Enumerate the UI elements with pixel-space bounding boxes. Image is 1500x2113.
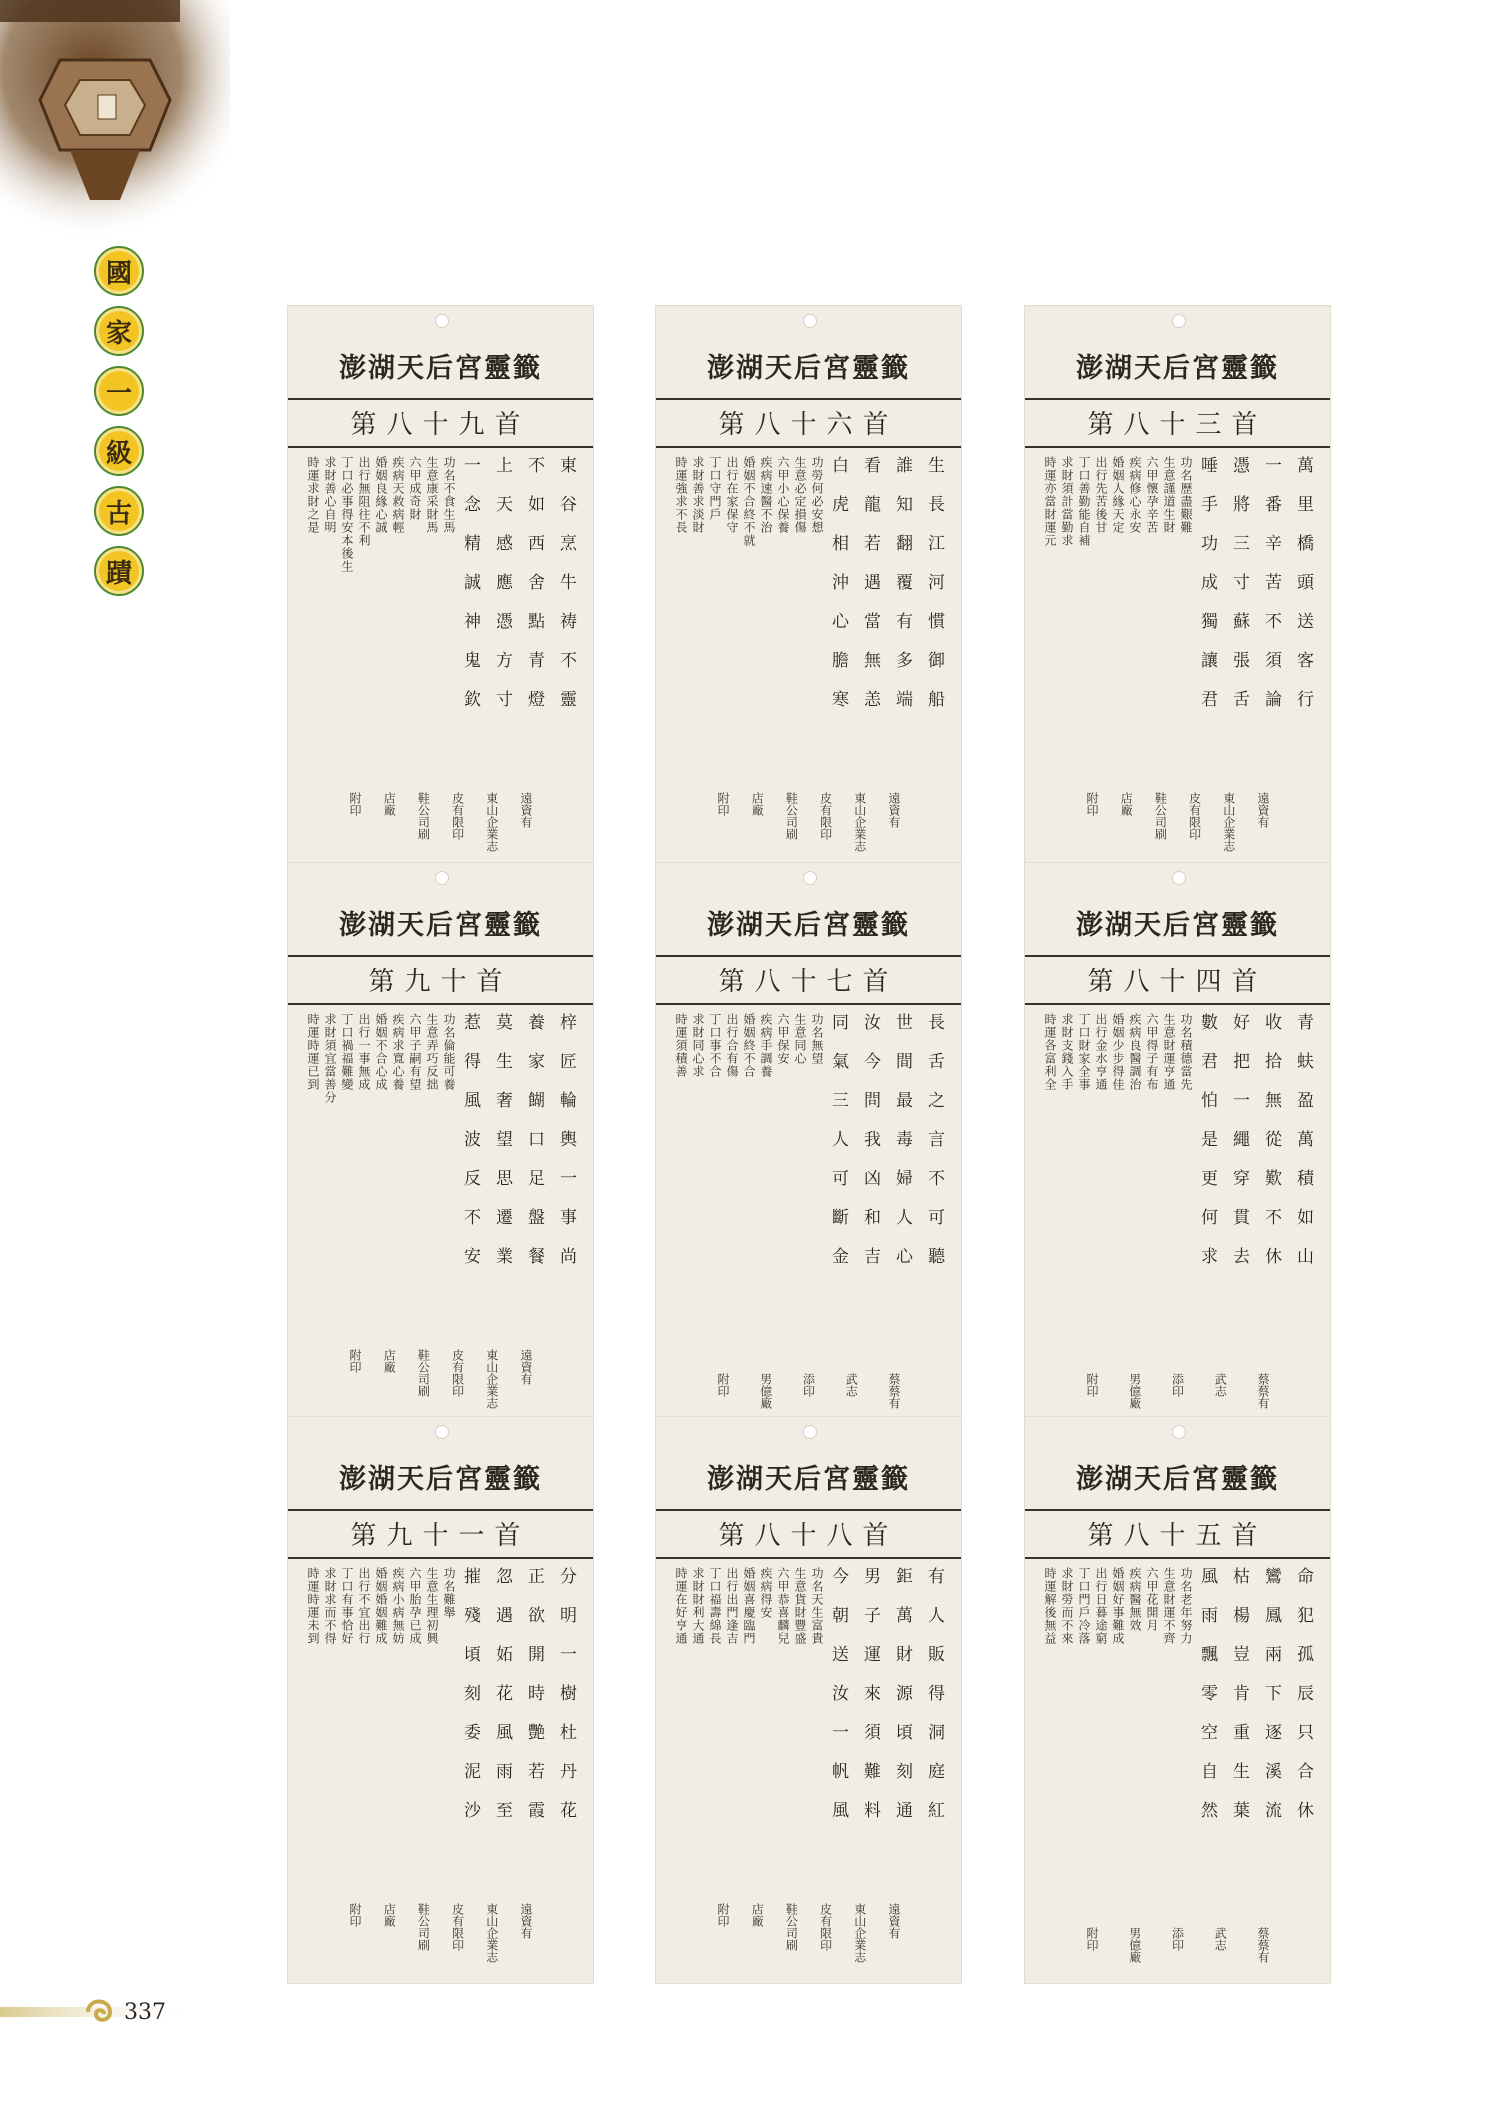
slip-poem (827, 1567, 945, 1912)
printer-line: 武志 (844, 1373, 859, 1397)
printer-line: 遠資有 (1255, 792, 1270, 828)
printer-credit (716, 1373, 901, 1409)
poem-line: 長舌之言不可聽 (924, 1013, 944, 1286)
printer-credit (1085, 1373, 1270, 1409)
note-line: 時運強求不長 (674, 456, 688, 534)
slip-poem (459, 1013, 577, 1358)
fortune-slip-card (287, 305, 594, 873)
slip-notes (1043, 1013, 1193, 1358)
slip-number: 第九十首 (368, 967, 513, 997)
slip-title: 澎湖天后宮靈籤 (707, 1464, 910, 1495)
poem-line: 鸞鳳兩下逐溪流 (1261, 1567, 1281, 1840)
note-line: 出行金水亨通 (1094, 1013, 1108, 1091)
note-line: 出行在家保守 (725, 456, 739, 534)
slip-title: 澎湖天后宮靈籤 (1076, 1464, 1279, 1495)
note-line: 生意康采財馬 (425, 456, 439, 534)
slip-notes (1043, 1567, 1193, 1912)
printer-line: 附印 (1085, 792, 1099, 816)
slip-poem (827, 456, 945, 801)
printer-line: 東山企業志 (852, 792, 867, 852)
poem-line: 枯楊豈肯重生葉 (1229, 1567, 1249, 1840)
note-line: 六甲恭喜麟兒 (776, 1567, 790, 1645)
note-line: 丁口福壽綿長 (708, 1567, 722, 1645)
printer-line: 東山企業志 (484, 1903, 499, 1963)
printer-line: 附印 (716, 1373, 730, 1397)
page-ornament (0, 1990, 200, 2034)
note-line: 六甲小心保養 (776, 456, 790, 534)
note-line: 疾病求寬心養 (391, 1013, 405, 1091)
divider (1025, 1003, 1330, 1005)
note-line: 求財支錢入手 (1060, 1013, 1074, 1091)
poem-line: 唾手功成獨讓君 (1197, 456, 1217, 729)
note-line: 丁口門戶冷落 (1077, 1567, 1091, 1645)
fortune-slip-card (655, 305, 962, 873)
note-line: 求財同心求 (691, 1013, 705, 1078)
note-line: 疾病修心永安 (1128, 456, 1142, 534)
fortune-slip-card (1024, 1416, 1331, 1984)
divider (656, 1509, 961, 1511)
printer-line: 附印 (348, 1349, 362, 1373)
slip-number: 第八十七首 (718, 967, 899, 997)
note-line: 六甲胎孕已成 (408, 1567, 422, 1645)
note-line: 求財財利大通 (691, 1567, 705, 1645)
printer-line: 店廠 (382, 792, 397, 816)
printer-line: 附印 (1085, 1927, 1099, 1951)
note-line: 功名難舉 (442, 1567, 456, 1619)
slip-body (1043, 456, 1314, 801)
printer-credit (1085, 1927, 1270, 1963)
poem-line: 今朝送汝一帆風 (828, 1567, 848, 1840)
slip-title: 澎湖天后宮靈籤 (707, 353, 910, 384)
hang-hole (1172, 1425, 1186, 1439)
note-line: 時運解後無益 (1043, 1567, 1057, 1645)
divider (656, 1557, 961, 1559)
printer-line: 店廠 (382, 1903, 397, 1927)
note-line: 疾病小病無妨 (391, 1567, 405, 1645)
poem-line: 憑將三寸蘇張舌 (1229, 456, 1249, 729)
printer-credit (348, 1349, 533, 1409)
poem-line: 誰知翻覆有多端 (892, 456, 912, 729)
divider (1025, 1557, 1330, 1559)
divider (288, 1557, 593, 1559)
printer-line: 鞋公司刷 (416, 792, 431, 840)
slip-poem (1196, 456, 1314, 801)
printer-line: 附印 (348, 1903, 362, 1927)
poem-line: 萬里橋頭送客行 (1293, 456, 1313, 729)
note-line: 求財善心自明 (323, 456, 337, 534)
printer-line: 店廠 (750, 792, 765, 816)
poem-line: 生長江河慣御船 (924, 456, 944, 729)
printer-line: 鞋公司刷 (416, 1903, 431, 1951)
divider (656, 446, 961, 448)
hang-hole (1172, 871, 1186, 885)
note-line: 功名老年努力 (1179, 1567, 1193, 1645)
title-char: 國 (94, 246, 144, 296)
poem-line: 有人販得洞庭紅 (924, 1567, 944, 1840)
printer-credit (348, 792, 533, 852)
printer-line: 皮有限印 (450, 792, 465, 840)
title-char: 古 (94, 486, 144, 536)
note-line: 出行一事無成 (357, 1013, 371, 1091)
printer-line: 鞋公司刷 (784, 1903, 799, 1951)
printer-line: 遠資有 (518, 1903, 533, 1939)
heritage-title-strip (94, 246, 144, 606)
printer-line: 鞋公司刷 (1153, 792, 1168, 840)
note-line: 求財須計當勤求 (1060, 456, 1074, 547)
printer-line: 附印 (716, 792, 730, 816)
poem-line: 世間最毒婦人心 (892, 1013, 912, 1286)
note-line: 生意生理初興 (425, 1567, 439, 1645)
title-char: 家 (94, 306, 144, 356)
slip-title: 澎湖天后宮靈籤 (339, 353, 542, 384)
slip-body (674, 1567, 945, 1912)
note-line: 出行不宜出行 (357, 1567, 371, 1645)
printer-line: 皮有限印 (818, 792, 833, 840)
note-line: 生意謹道生財 (1162, 456, 1176, 534)
slip-notes (306, 1567, 456, 1912)
fortune-slip-card (287, 862, 594, 1430)
note-line: 婚姻良緣心誠 (374, 456, 388, 534)
note-line: 丁口禍福難變 (340, 1013, 354, 1091)
note-line: 疾病速醫不治 (759, 456, 773, 534)
divider (1025, 446, 1330, 448)
poem-line: 分明一樹杜丹花 (556, 1567, 576, 1840)
slip-notes (674, 456, 824, 801)
note-line: 生意財運不齊 (1162, 1567, 1176, 1645)
slip-title: 澎湖天后宮靈籤 (339, 1464, 542, 1495)
note-line: 丁口必事得安本後生 (340, 456, 354, 573)
note-line: 疾病手調養 (759, 1013, 773, 1078)
printer-line: 皮有限印 (818, 1903, 833, 1951)
note-line: 出行出門逢吉 (725, 1567, 739, 1645)
page-number: 337 (124, 2000, 166, 2025)
title-char: 一 (94, 366, 144, 416)
hang-hole (435, 314, 449, 328)
printer-line: 遠資有 (886, 1903, 901, 1939)
hang-hole (435, 871, 449, 885)
slip-notes (306, 1013, 456, 1358)
note-line: 生意必定損傷 (793, 456, 807, 534)
printer-line: 東山企業志 (484, 1349, 499, 1409)
printer-line: 武志 (1213, 1927, 1228, 1951)
slip-title: 澎湖天后宮靈籤 (1076, 910, 1279, 941)
fortune-slip-card (1024, 305, 1331, 873)
note-line: 六甲保安 (776, 1013, 790, 1065)
note-line: 婚姻人緣天定 (1111, 456, 1125, 534)
poem-line: 風雨飄零空自然 (1197, 1567, 1217, 1840)
note-line: 功勞何必安想 (810, 456, 824, 534)
note-line: 功名倫能可養 (442, 1013, 456, 1091)
printer-line: 附印 (348, 792, 362, 816)
note-line: 六甲得子有布 (1145, 1013, 1159, 1091)
note-line: 疾病良醫調治 (1128, 1013, 1142, 1091)
printer-line: 店廠 (750, 1903, 765, 1927)
printer-line: 附印 (716, 1903, 730, 1927)
printer-line: 遠資有 (518, 1349, 533, 1385)
note-line: 六甲成奇財 (408, 456, 422, 521)
note-line: 丁口有事恰好 (340, 1567, 354, 1645)
divider (656, 1003, 961, 1005)
poem-line: 上天感應憑方寸 (492, 456, 512, 729)
poem-line: 一番辛苦不須論 (1261, 456, 1281, 729)
slip-number: 第八十九首 (350, 410, 531, 440)
printer-line: 東山企業志 (484, 792, 499, 852)
note-line: 婚姻喜慶臨門 (742, 1567, 756, 1645)
note-line: 疾病得安 (759, 1567, 773, 1619)
slip-poem (459, 1567, 577, 1912)
poem-line: 不如西舍點青燈 (524, 456, 544, 729)
note-line: 婚姻終不合 (742, 1013, 756, 1078)
note-line: 婚姻好事難成 (1111, 1567, 1125, 1645)
slip-poem (459, 456, 577, 801)
note-line: 丁口事不合 (708, 1013, 722, 1078)
poem-line: 一念精誠神鬼欽 (460, 456, 480, 729)
note-line: 時運求財之是 (306, 456, 320, 534)
printer-credit (1085, 792, 1270, 852)
temple-lantern-photo (0, 0, 230, 240)
title-char: 蹟 (94, 546, 144, 596)
note-line: 婚姻不合心成 (374, 1013, 388, 1091)
printer-credit (348, 1903, 533, 1963)
fortune-slip-card (655, 1416, 962, 1984)
printer-line: 蔡蔡有 (1256, 1373, 1270, 1409)
printer-line: 添印 (1170, 1927, 1185, 1951)
hang-hole (803, 314, 817, 328)
poem-line: 看龍若遇當無恙 (860, 456, 880, 729)
note-line: 丁口守門戶 (708, 456, 722, 521)
slip-notes (1043, 456, 1193, 801)
note-line: 功名不食生馬 (442, 456, 456, 534)
printer-line: 男億廠 (758, 1373, 773, 1409)
printer-line: 鞋公司刷 (416, 1349, 431, 1397)
poem-line: 莫生奢望思遷業 (492, 1013, 512, 1286)
note-line: 求財須宜當善分 (323, 1013, 337, 1104)
printer-line: 男億廠 (1127, 1373, 1142, 1409)
slip-title: 澎湖天后宮靈籤 (1076, 353, 1279, 384)
slip-body (1043, 1013, 1314, 1358)
divider (1025, 398, 1330, 400)
poem-line: 青蚨盈萬積如山 (1293, 1013, 1313, 1286)
divider (656, 398, 961, 400)
note-line: 六甲子嗣有望 (408, 1013, 422, 1091)
divider (1025, 1509, 1330, 1511)
note-line: 功名歷盡艱難 (1179, 456, 1193, 534)
note-line: 丁口善勤能自補 (1077, 456, 1091, 547)
divider (288, 1509, 593, 1511)
note-line: 六甲花開月 (1145, 1567, 1159, 1632)
slip-poem (1196, 1567, 1314, 1912)
divider (288, 1003, 593, 1005)
note-line: 丁口財家全事 (1077, 1013, 1091, 1091)
note-line: 婚姻少步得佳 (1111, 1013, 1125, 1091)
printer-line: 遠資有 (518, 792, 533, 828)
note-line: 出行合有傷 (725, 1013, 739, 1078)
divider (656, 955, 961, 957)
printer-line: 添印 (801, 1373, 816, 1397)
slip-number: 第八十六首 (718, 410, 899, 440)
note-line: 生意同心 (793, 1013, 807, 1065)
note-line: 時運時運已到 (306, 1013, 320, 1091)
printer-line: 男億廠 (1127, 1927, 1142, 1963)
fortune-slip-card (655, 862, 962, 1430)
printer-line: 店廠 (382, 1349, 397, 1373)
note-line: 功名積德當先 (1179, 1013, 1193, 1091)
poem-line: 鉅萬財源頃刻通 (892, 1567, 912, 1840)
poem-line: 好把一繩穿貫去 (1229, 1013, 1249, 1286)
note-line: 時運須積善 (674, 1013, 688, 1078)
slip-notes (674, 1013, 824, 1358)
poem-line: 白虎相沖心膽寒 (828, 456, 848, 729)
poem-line: 命犯孤辰只合休 (1293, 1567, 1313, 1840)
slip-poem (827, 1013, 945, 1358)
hang-hole (435, 1425, 449, 1439)
divider (1025, 955, 1330, 957)
note-line: 六甲懷孕辛苦 (1145, 456, 1159, 534)
slip-number: 第八十八首 (718, 1521, 899, 1551)
note-line: 時運亦當財運元 (1043, 456, 1057, 547)
slip-number: 第八十四首 (1087, 967, 1268, 997)
printer-line: 東山企業志 (1221, 792, 1236, 852)
note-line: 生意貨財豐盛 (793, 1567, 807, 1645)
hang-hole (803, 1425, 817, 1439)
poem-line: 摧殘頃刻委泥沙 (460, 1567, 480, 1840)
poem-line: 養家餬口足盤餐 (524, 1013, 544, 1286)
printer-line: 遠資有 (886, 792, 901, 828)
slip-number: 第八十五首 (1087, 1521, 1268, 1551)
poem-line: 東谷烹牛祷不靈 (556, 456, 576, 729)
printer-credit (716, 1903, 901, 1963)
note-line: 時運在好亨通 (674, 1567, 688, 1645)
note-line: 生意弄巧反拙 (425, 1013, 439, 1091)
fortune-slip-card (287, 1416, 594, 1984)
printer-credit (716, 792, 901, 852)
title-char: 級 (94, 426, 144, 476)
printer-line: 添印 (1170, 1373, 1185, 1397)
printer-line: 皮有限印 (450, 1349, 465, 1397)
note-line: 求財求而不得 (323, 1567, 337, 1645)
poem-line: 惹得風波反不安 (460, 1013, 480, 1286)
poem-line: 梓匠輪輿一事尚 (556, 1013, 576, 1286)
poem-line: 正欲開時艷若霞 (524, 1567, 544, 1840)
slip-number: 第九十一首 (350, 1521, 531, 1551)
note-line: 婚姻不合終不就 (742, 456, 756, 547)
slip-number: 第八十三首 (1087, 410, 1268, 440)
poem-line: 忽遇妬花風雨至 (492, 1567, 512, 1840)
poem-line: 男子運來須難料 (860, 1567, 880, 1840)
slip-title: 澎湖天后宮靈籤 (707, 910, 910, 941)
note-line: 疾病天救病輕 (391, 456, 405, 534)
poem-line: 數君怕是更何求 (1197, 1013, 1217, 1286)
slip-body (306, 456, 577, 801)
slip-body (1043, 1567, 1314, 1912)
divider (288, 955, 593, 957)
slip-poem (1196, 1013, 1314, 1358)
printer-line: 蔡蔡有 (887, 1373, 901, 1409)
printer-line: 店廠 (1119, 792, 1134, 816)
hang-hole (803, 871, 817, 885)
slip-body (674, 1013, 945, 1358)
hang-hole (1172, 314, 1186, 328)
printer-line: 鞋公司刷 (784, 792, 799, 840)
slip-body (306, 1567, 577, 1912)
printer-line: 武志 (1213, 1373, 1228, 1397)
note-line: 婚姻婚姻難成 (374, 1567, 388, 1645)
note-line: 時運各富利全 (1043, 1013, 1057, 1091)
note-line: 求財善求淡財 (691, 456, 705, 534)
slip-notes (306, 456, 456, 801)
divider (288, 446, 593, 448)
printer-line: 東山企業志 (852, 1903, 867, 1963)
note-line: 生意財運亨通 (1162, 1013, 1176, 1091)
note-line: 時運時運未到 (306, 1567, 320, 1645)
poem-line: 汝今問我凶和吉 (860, 1013, 880, 1286)
printer-line: 蔡蔡有 (1256, 1927, 1270, 1963)
slip-body (306, 1013, 577, 1358)
slip-body (674, 456, 945, 801)
slip-notes (674, 1567, 824, 1912)
note-line: 出行無阻往不利 (357, 456, 371, 547)
printer-line: 附印 (1085, 1373, 1099, 1397)
fortune-slip-card (1024, 862, 1331, 1430)
printer-line: 皮有限印 (1187, 792, 1202, 840)
slip-title: 澎湖天后宮靈籤 (339, 910, 542, 941)
note-line: 求財勞而不來 (1060, 1567, 1074, 1645)
note-line: 功名天生富貴 (810, 1567, 824, 1645)
note-line: 出行日暮途窮 (1094, 1567, 1108, 1645)
note-line: 出行先苦後甘 (1094, 456, 1108, 534)
printer-line: 皮有限印 (450, 1903, 465, 1951)
note-line: 功名無望 (810, 1013, 824, 1065)
note-line: 疾病醫無效 (1128, 1567, 1142, 1632)
divider (288, 398, 593, 400)
poem-line: 收拾無從歎不休 (1261, 1013, 1281, 1286)
poem-line: 同氣三人可斷金 (828, 1013, 848, 1286)
